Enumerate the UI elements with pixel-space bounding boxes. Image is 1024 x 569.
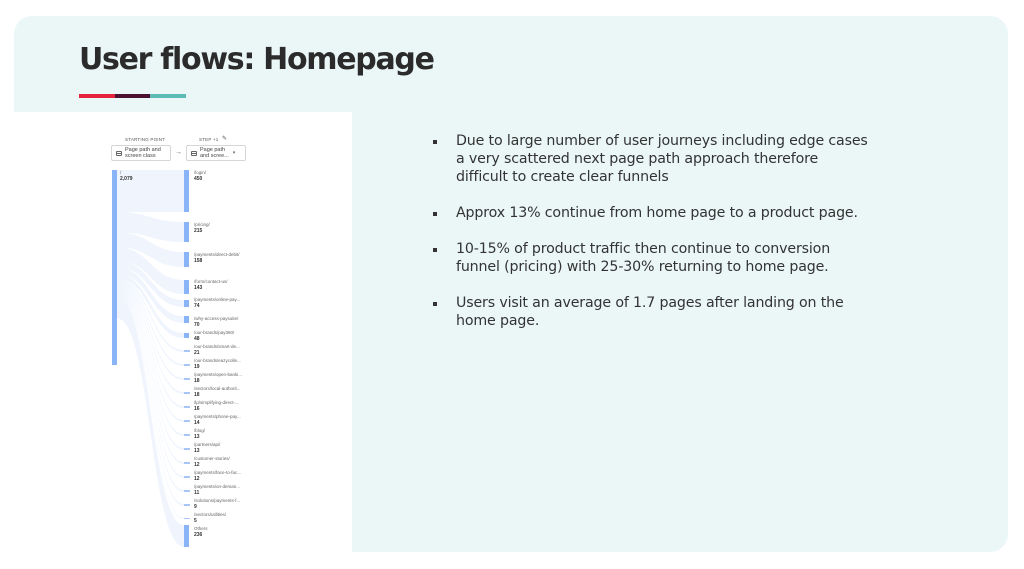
- flow-links: [14, 112, 352, 552]
- user-flow-screenshot: [14, 112, 352, 552]
- target-node-value: 70: [194, 322, 200, 328]
- starting-dimension-line1: Page path and: [125, 146, 161, 153]
- step-dimension-selector[interactable]: [186, 145, 246, 161]
- target-node-bar[interactable]: [184, 525, 189, 547]
- table-icon: [116, 151, 122, 156]
- target-node-value: 143: [194, 285, 203, 291]
- target-node-value: 19: [194, 364, 200, 370]
- target-node-bar[interactable]: [184, 300, 189, 307]
- target-node-bar[interactable]: [184, 392, 190, 394]
- target-node-label: /payments/phone-pay...: [194, 414, 241, 419]
- arrow-right-icon: →: [175, 149, 182, 156]
- insights-list: [433, 132, 873, 348]
- edit-pencil-icon[interactable]: ✎: [222, 136, 228, 142]
- target-node-value: 18: [194, 378, 200, 384]
- target-node-label: /payments/on-deman...: [194, 484, 241, 489]
- target-node-label: /blog/: [194, 428, 206, 433]
- target-node-label: /pricing/: [194, 222, 210, 227]
- target-node-bar[interactable]: [184, 222, 189, 242]
- target-node-value: 18: [194, 392, 200, 398]
- target-node-bar[interactable]: [184, 462, 190, 464]
- target-node-bar[interactable]: [184, 252, 189, 267]
- target-node-label: /sectors/local-authorit...: [194, 386, 241, 391]
- target-node-bar[interactable]: [184, 364, 190, 366]
- step-label: STEP +1: [199, 137, 219, 142]
- bullet-icon: [433, 140, 437, 144]
- target-node-label: /sectors/utilities/: [194, 512, 227, 517]
- flow-link: [117, 295, 184, 519]
- target-node-label: /our-brands/smart-de...: [194, 344, 240, 349]
- target-node-bar[interactable]: [184, 280, 189, 294]
- target-node-value: 215: [194, 228, 203, 234]
- target-node-value: 11: [194, 490, 200, 496]
- underline-segment-plum: [115, 94, 150, 98]
- bullet-icon: [433, 302, 437, 306]
- insight-item: Approx 13% continue from home page to a product page.: [433, 204, 873, 222]
- target-node-value: 74: [194, 303, 200, 309]
- target-node-label: /payments/open-banki...: [194, 372, 243, 377]
- target-node-value: 13: [194, 434, 200, 440]
- target-node-bar[interactable]: [184, 406, 190, 408]
- target-node-bar[interactable]: [184, 476, 190, 478]
- target-node-value: 21: [194, 350, 200, 356]
- starting-dimension-line2: screen class: [125, 153, 156, 159]
- target-node-bar[interactable]: [184, 350, 190, 352]
- step-dimension-line2: and scree...: [200, 153, 229, 159]
- target-node-value: 158: [194, 258, 203, 264]
- source-node-label: /: [120, 170, 122, 175]
- underline-segment-teal: [150, 94, 186, 98]
- target-node-label: /lp/simplifying-direct-...: [194, 400, 239, 405]
- insight-item: Due to large number of user journeys including edge cases a very scattered next page path approach therefore difficult to create clear funnels: [433, 132, 873, 186]
- source-node-value: 2,079: [120, 176, 133, 182]
- slide-title: User flows: Homepage: [79, 42, 434, 77]
- target-node-value: 14: [194, 420, 200, 426]
- insight-item: Users visit an average of 1.7 pages after landing on the home page.: [433, 294, 873, 330]
- target-node-bar[interactable]: [184, 170, 189, 212]
- chevron-down-icon: ▾: [232, 150, 236, 156]
- target-node-bar[interactable]: [184, 448, 190, 450]
- target-node-label: /login/: [194, 170, 207, 175]
- target-node-label: /payments/direct-debit/: [194, 252, 240, 257]
- target-node-label: /form/contact-us/: [194, 279, 228, 284]
- target-node-bar[interactable]: [184, 420, 190, 422]
- target-node-bar[interactable]: [184, 518, 190, 519]
- target-node-label: /solutions/payments-f...: [194, 498, 241, 503]
- target-node-value: 9: [194, 504, 197, 510]
- target-node-label: /why-access-paysuite/: [194, 316, 239, 321]
- starting-point-label: STARTING POINT: [125, 137, 166, 142]
- target-node-value: 12: [194, 462, 200, 468]
- target-node-label: /payments/online-pay...: [194, 297, 241, 302]
- target-node-bar[interactable]: [184, 378, 190, 380]
- target-node-value: 16: [194, 406, 200, 412]
- target-node-label: /our-brands/eazycolle...: [194, 358, 241, 363]
- target-node-label: /our-brands/pay360/: [194, 330, 235, 335]
- target-node-value: 450: [194, 176, 203, 182]
- target-node-bar[interactable]: [184, 434, 190, 436]
- target-node-value: 5: [194, 518, 197, 524]
- target-node-label: Others: [194, 526, 208, 531]
- bullet-icon: [433, 212, 437, 216]
- bullet-icon: [433, 248, 437, 252]
- title-underline: [79, 94, 186, 98]
- insight-item: 10-15% of product traffic then continue to conversion funnel (pricing) with 25-30% returning to home page.: [433, 240, 873, 276]
- target-node-value: 236: [194, 532, 203, 538]
- starting-dimension-selector[interactable]: [111, 145, 171, 161]
- target-node-label: /payments/face-to-fac...: [194, 470, 242, 475]
- table-icon: [191, 151, 197, 156]
- underline-segment-red: [79, 94, 115, 98]
- target-node-bar[interactable]: [184, 333, 189, 338]
- target-node-value: 13: [194, 448, 200, 454]
- target-node-bar[interactable]: [184, 316, 189, 323]
- target-node-bar[interactable]: [184, 490, 190, 492]
- target-node-value: 12: [194, 476, 200, 482]
- target-node-value: 48: [194, 336, 200, 342]
- step-dimension-line1: Page path: [200, 146, 226, 153]
- target-node-bar[interactable]: [184, 504, 190, 506]
- target-node-label: /partners/api/: [194, 442, 221, 447]
- target-node-label: /customer-stories/: [194, 456, 230, 461]
- source-node-bar[interactable]: [112, 170, 117, 365]
